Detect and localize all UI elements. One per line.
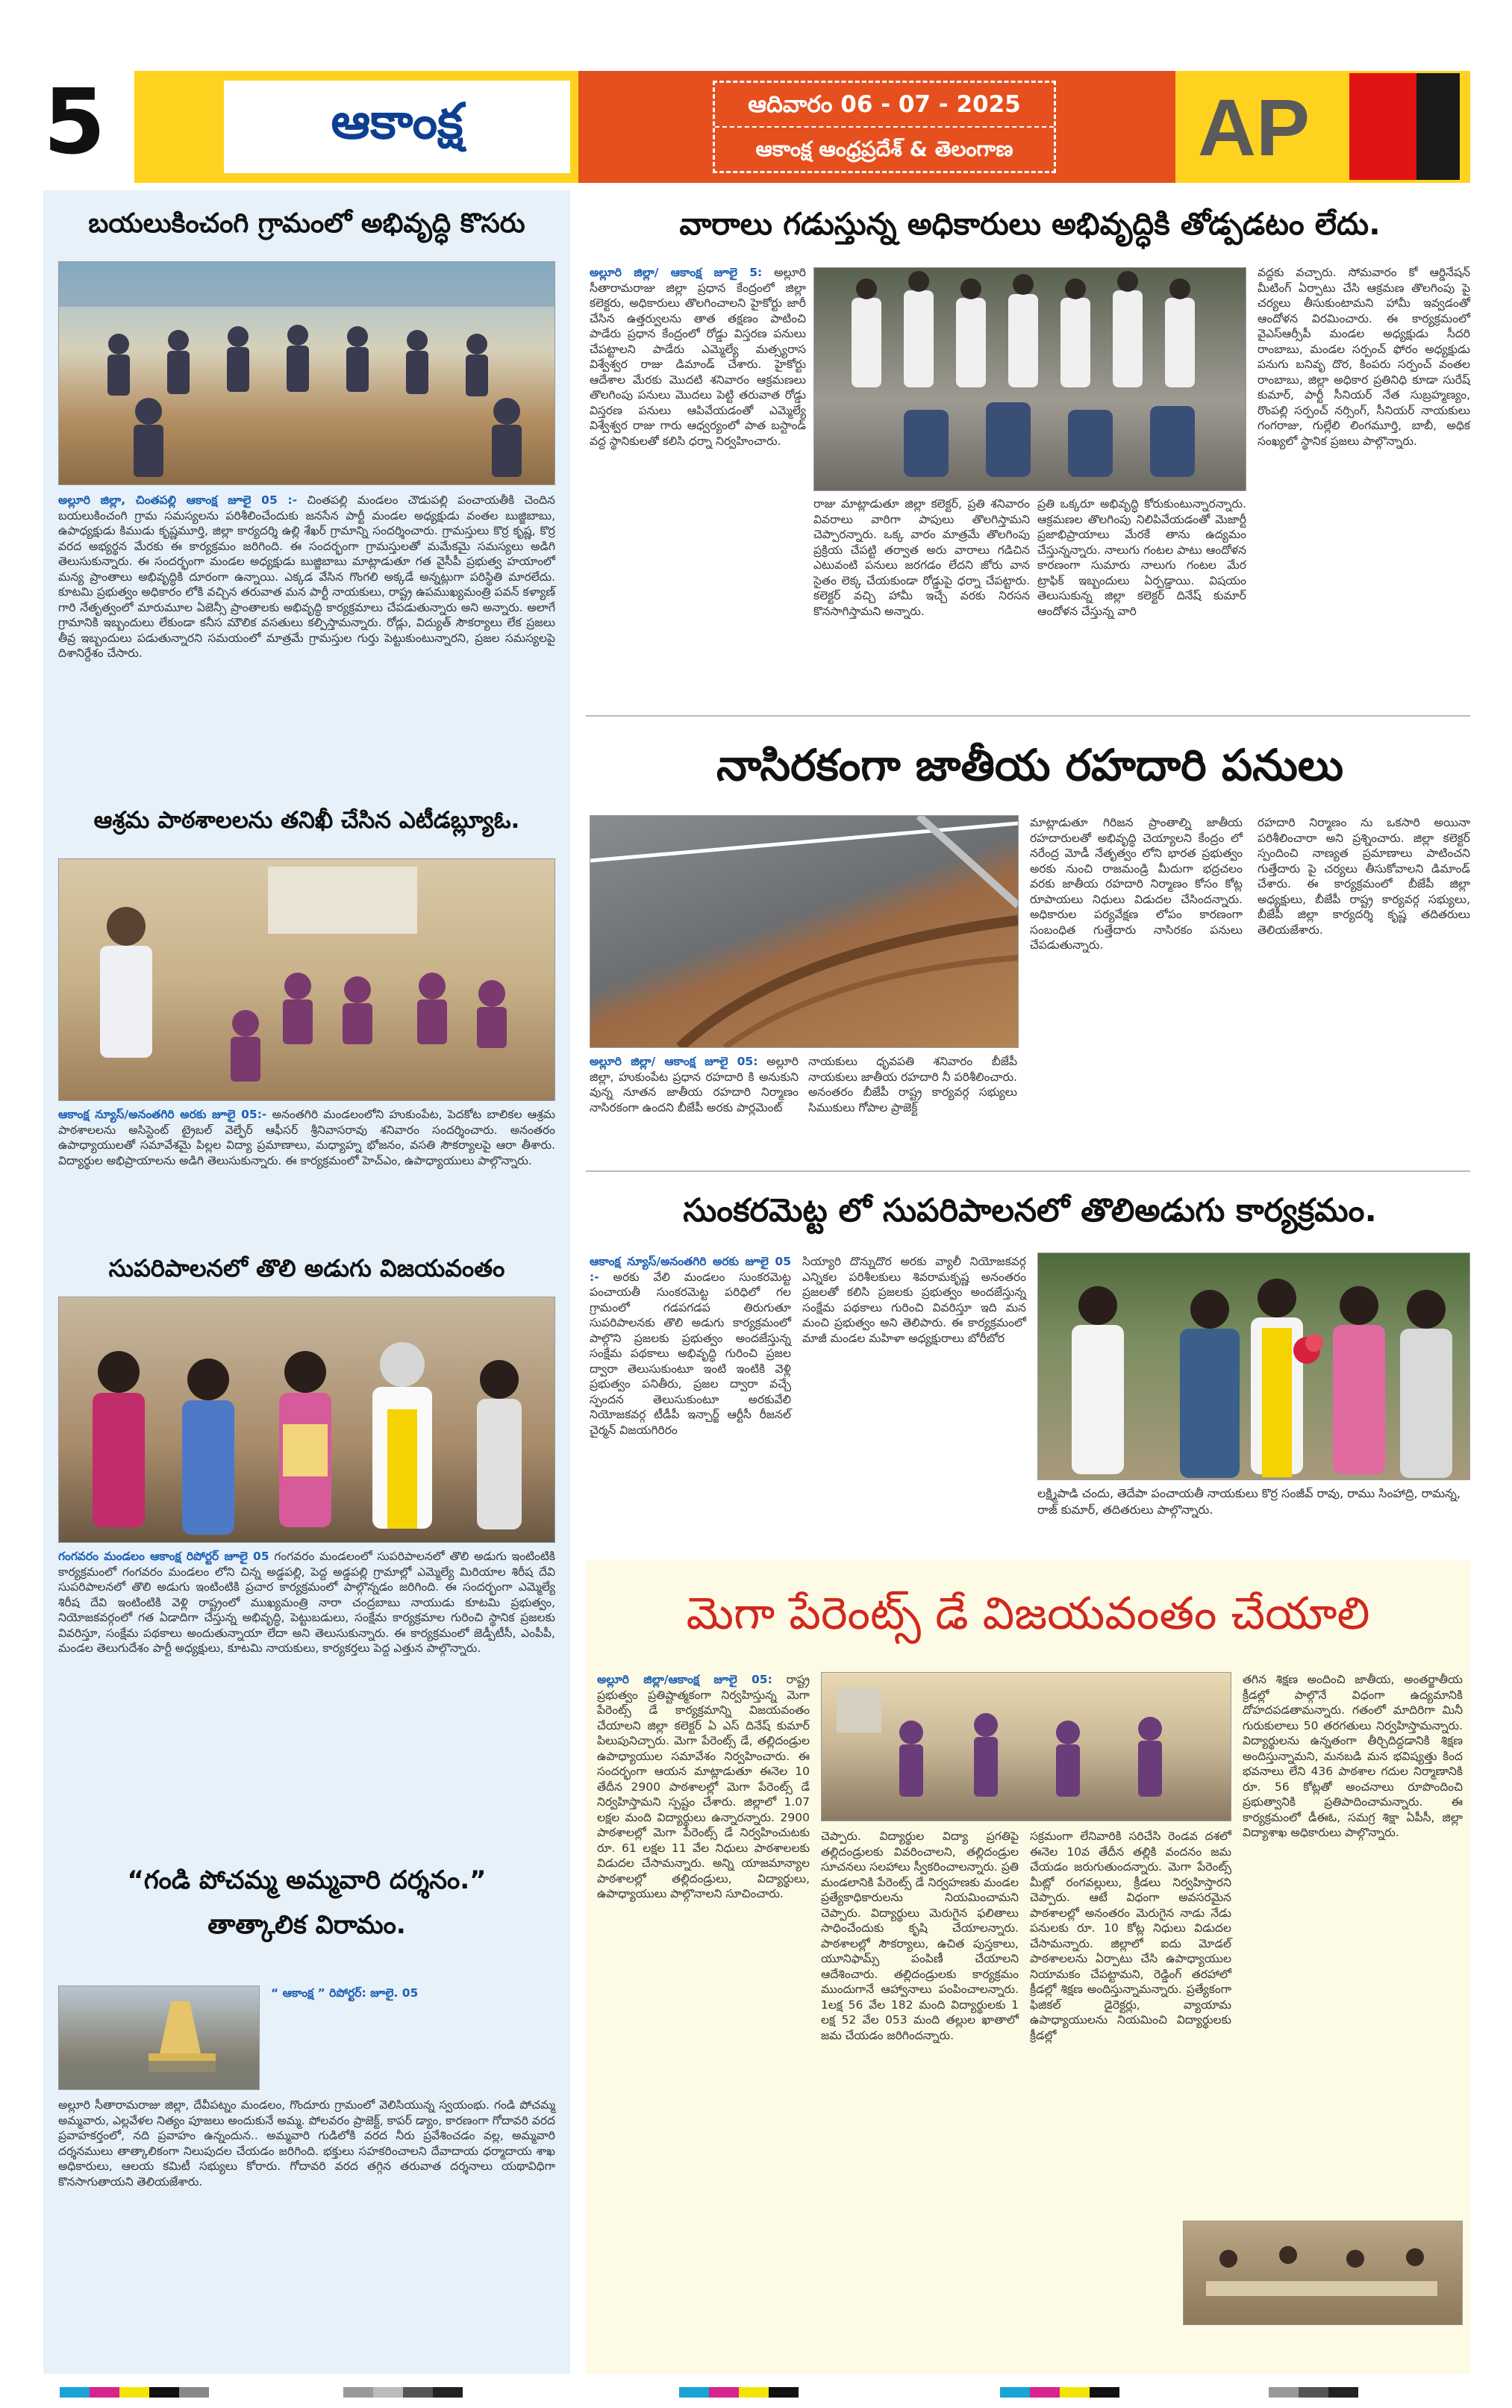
article-b1-col1 (590, 265, 806, 449)
article-b3-dateline: ఆకాంక్ష న్యూస్/అనంతగిరి అరకు జూలై 05 :- (590, 1255, 791, 1284)
article-b4-photo (821, 1672, 1231, 1821)
divider-b2 (586, 1170, 1470, 1172)
article-b4-dateline: అల్లూరి జిల్లా/ఆకాంక్ష జూలై 05: (597, 1673, 772, 1686)
article-b2-dateline: అల్లూరి జిల్లా/ ఆకాంక్ష జూలై 05: (590, 1055, 758, 1068)
article-b2-col2: నాయకులు ధృవపతి శనివారం బీజేపీ నాయకులు జాతీయ రహదారి నీ పరిశీలించారు. అనంతరం బీజేపీ రాష్ట్ర కార్యవర్గ సభ్యులు సిముకులు గోపాల ప్రాజెక్ట్ (808, 1055, 1017, 1114)
article-b3-col2: సియ్యారి దొన్నుదొర అరకు వ్యాలీ నియోజకవర్గ ఎన్నికల పరిశీలకులు శివరామకృష్ణ అనంతరం ప్రజలతో కలిసి ప్రజలకు ప్రభుత్వం అందజేస్తున్న సంక్షేమ పథకాలు గురించి వివరిస్తూ ఇది మన మంచి ప్రభుత్వం అని తెలిపారు. ఈ కార్యక్రమంలో మాజీ మండల మహిళా అధ్యక్షురాలు బోరీబోర (802, 1255, 1026, 1345)
flag-red-icon (1349, 73, 1416, 180)
article-b2-headline: నాసిరకంగా జాతీయ రహదారి పనులు (716, 740, 1344, 790)
article-4-headline: “గండి పోచమ్మ అమ్మవారి దర్శనం.” (127, 1865, 487, 1895)
article-b2-photo (590, 815, 1019, 1048)
article-b3-photo (1037, 1253, 1470, 1480)
left-column (43, 190, 570, 2374)
article-b3-col1 (590, 1254, 791, 1438)
article-1-text: చింతపల్లి మండలం చౌడుపల్లి పంచాయతీకి చెందిన బయలుకించంగి గ్రామ సమస్యలను పరిశీలించేందుకు జనసేన పార్టీ మండల అధ్యక్షుడు వంతల బుజ్జిబాబు, ఉపాధ్యక్షుడు కిముడు కృష్ణమూర్తి, జిల్లా కార్యదర్శి ఉల్లి శేఖర్‌ గ్రామాన్ని సందర్శించారు. గ్రామస్తులు కొర్ర కృష్ణ, కొర్ర వరద అభ్యర్థన మేరకు ఈ కార్యక్రమం జరిగింది. ఈ సందర్భంగా గ్రామస్తులతో మమేకమై సమస్యలు అడిగి తెలుసుకున్నారు. ఈ సందర్భంగా మండల అధ్యక్షుడు బుజ్జిబాబు మాట్లాడుతూ గత వైసీపీ ప్రభుత్వ హయాంలో మన్య ప్రాంతాలు అభివృద్ధికి దూరంగా ఉన్నాయి. ఎక్కడ వేసిన గొంగలి అక్కడే అన్నట్లుగా పరిస్థితి మారలేదు. కూటమి ప్రభుత్వం అధికారం లోకి వచ్చిన తరువాత మన పార్టీ నాయకులు, రాష్ట్ర ఉపముఖ్యమంత్రి పవన్ కళ్యాణ్ గారి నేతృత్వంలో మారుమూల ఏజెన్సీ ప్రాంతాలకు అభివృద్ధి కార్యక్రమాలు చేపడుతున్నారు అని అన్నారు. అలాగే గ్రామానికి ఇబ్బందులు లేకుండా కనీస మౌలిక వసతులు కల్పిస్తామన్నారు. రోడ్లు, విద్యుత్ సౌకర్యాలు లేక ప్రజలు తీవ్ర ఇబ్బందులు పడుతున్నారని సమయంలో మాత్రమే గ్రామస్తుల గుర్తు పెట్టుకుంటున్నారని, ప్రజల సమస్యలపై దిశానిర్దేశం చేసారు. (58, 493, 555, 660)
article-b4-text-1: రాష్ట్ర ప్రభుత్వం ప్రతిష్టాత్మకంగా నిర్వహిస్తున్న మెగా పేరెంట్స్ డే కార్యక్రమాన్ని విజయవంతం చేయాలని జిల్లా కలెక్టర్ ఏ ఎస్ దినేష్ కుమార్ పిలుపునిచ్చారు. మెగా పేరెంట్స్ డే, తల్లిదండ్రుల ఉపాధ్యాయుల సమావేశం నిర్వహించారు. ఈ సందర్భంగా ఆయన మాట్లాడుతూ ఈనెల 10 తేదీన 2900 పాఠశాలల్లో మెగా పేరెంట్స్ డే నిర్వహిస్తామని స్పష్టం చేశారు. జిల్లాలో 1.07 లక్షల మంది విద్యార్థులు ఉన్నారన్నారు. 2900 పాఠశాలల్లో మెగా పేరెంట్స్ డే నిర్వహించుటకు రూ. 61 లక్షల 11 వేల నిధులు పాఠశాలలకు విడుదల చేసామన్నారు. అన్ని యాజమాన్యాల పాఠశాలల్లో తల్లిదండ్రులు, విద్యార్థులు, ఉపాధ్యాయులు పాల్గొనాలని సూచించారు. (597, 1673, 810, 1900)
article-b1-headline: వారాలు గడుస్తున్న అధికారులు అభివృద్ధికి తోడ్పడటం లేదు. (679, 206, 1381, 242)
divider-b1 (586, 715, 1470, 717)
door-to-door-campaign-icon (59, 1297, 554, 1542)
article-3-dateline: గంగవరం మండలం ఆకాంక్ష రిపోర్టర్ జూలై 05 (58, 1550, 269, 1563)
article-1-photo (58, 261, 555, 485)
people-meeting-icon (59, 262, 554, 484)
footer-registration-strip (60, 2386, 1463, 2397)
article-b3-headline: సుంకరమెట్ట లో సుపరిపాలనలో తొలిఅడుగు కార్యక్రమం. (683, 1192, 1377, 1229)
children-dining-icon (1184, 2221, 1462, 2324)
region-label: AP (1197, 82, 1310, 172)
article-b1-col3: ప్రతి ఒక్కరూ అభివృద్ధి కోరుకుంటున్నారన్నారు. ఆక్రమణల తొలగింపు నిలిపివేయడంతో మెజార్టీ ప్రజాభిప్రాయాలు మేరకే తాను ఉద్యమం చేస్తున్నన్నారు. నాలుగు గంటల పాటు ఆందోళన కారణంగా సుమారు నాలుగు గంటల మేర ట్రాఫిక్ ఇబ్బందులు ఏర్పడ్డాయి. విషయం తెలుసుకున్న జిల్లా కలెక్టర్ దినేష్ కుమార్ ఆందోళన చేస్తున్న వారి (1037, 497, 1246, 618)
article-1-body (58, 493, 555, 661)
article-2-dateline: ఆకాంక్ష న్యూస్/అనంతగిరి అరకు జూలై 05:- (58, 1108, 267, 1121)
page-number: 5 (43, 71, 106, 175)
article-b1-photo (813, 267, 1246, 491)
article-b4-col3: సక్రమంగా లేనివారికి సరిచేసి రెండవ దశలో ఈనెల 10వ తేదీన తల్లికి వందనం జమ చేయడం జరుగుతుందన్నారు. మెగా పేరెంట్స్ మీట్లో రంగవల్లులు, క్రీడలు నిర్వహిస్తారని చెప్పారు. ఆటే విధంగా అవసరమైన పాఠశాలల్లో అనంతరం మెరుగైన నాడు నేడు పనులకు రూ. 10 కోట్ల నిధులు విడుదల చేసామన్నారు. జిల్లాలో ఐదు మోడల్ పాఠశాలలను ఏర్పాటు చేసి ఉపాధ్యాయుల నియామకం చేపట్టామని, రెడ్డింగ్ తరహాలో క్రీడల్లో శిక్షణ అందిస్తున్నామన్నారు. ప్రత్యేకంగా ఫిజికల్ డైరెక్టర్లు, వ్యాయామ ఉపాధ్యాయులను నియమించి విద్యార్థులకు క్రీడల్లో (1030, 1830, 1231, 2042)
article-4-subheadline: తాత్కాలిక విరామం. (207, 1910, 406, 1940)
article-3-photo (58, 1297, 555, 1543)
article-1-dateline: అల్లూరి జిల్లా, చింతపల్లి ఆకాంక్ష జూలై 05 :- (58, 493, 298, 507)
article-b1-text-1: అల్లూరి సీతారామరాజు జిల్లా ప్రధాన కేంద్రంలో జిల్లా కలెక్టరు, అధికారులు తొలగించాలని హైకోర్టు జారీ చేసిన ఉత్తర్వులను తాత తక్షణం పాటించి పాడేరు ప్రధాన కేంద్రంలో రోడ్డు విస్తరణ పనులు చేపట్టాలని పాడేరు ఎమ్మెల్యే మత్స్యరాస విశ్వేశ్వర రాజు డిమాండ్ చేశారు. హైకోర్టు ఆదేశాల మేరకు మొదటి శనివారం ఆక్రమణలు తొలగింపు పనులు మొదలు పెట్టి తరువాత రోడ్డు విస్తరణ పనులు ఆపివేయడంతో ఎమ్మెల్యే విశ్వేశ్వర రాజు గారు ఆధ్వర్యంలో పాత బస్టాండ్ వద్ద స్థానికులతో కలిసి ధర్నా నిర్వహించారు. (590, 266, 806, 448)
article-b1-dateline: అల్లూరి జిల్లా/ ఆకాంక్ష జూలై 5: (590, 266, 763, 279)
article-b2-col4: రహదారి నిర్మాణం ను ఒకసారి అయినా పరిశీలించారా అని ప్రశ్నించారు. జిల్లా కలెక్టర్ స్పందించి నాణ్యత ప్రమాణాలు పాటించని గుత్తేదారు పై చర్యలు తీసుకోవాలని డిమాండ్ చేశారు. ఈ కార్యక్రమంలో బీజేపీ జిల్లా అధ్యక్షులు, బీజేపీ రాష్ట్ర కార్యవర్గ సభ్యులు, బీజేపీ జిల్లా కార్యదర్శి కృష్ణ తదితరులు తెలియజేశారు. (1258, 816, 1470, 937)
article-4-body: అల్లూరి సీతారామరాజు జిల్లా, దేవీపట్నం మండలం, గొందూరు గ్రామంలో వెలిసియున్న స్వయంభు. గండి పోచమ్మ అమ్మవారు, ఎల్లవేళల నిత్యం పూజలు అందుకునే అమ్మ. పోలవరం ప్రాజెక్ట్, కాపర్ డ్యాం, కారణంగా గోదావరి వరద ప్రవాహకర్తంలో, నది ప్రవాహం ఉన్నందున.. అమ్మవారి గుడిలోకి వరద నీరు ప్రవేశించడం వల్ల, అమ్మవారి దర్శనములు తాత్కాలికంగా నిలుపుదల చేయడం జరిగింది. భక్తులు సహకరించాలని దేవాదాయ ధర్మాదాయ శాఖ అధికారులు, ఆలయ కమిటీ సభ్యులు కోరారు. గోదావరి వరద తగ్గిన తరువాత దర్శనాలు యథావిధిగా కొనసాగుతాయని తెలియజేశారు. (58, 2098, 555, 2189)
article-b3-caption: లక్ష్మిపాడి చందు, తెదేపా పంచాయతీ నాయకులు కొర్ర సంజీవ్ రావు, రాము సింహాద్రి, రామన్న, రాజ్ కుమార్, తదితరులు పాల్గొన్నారు. (1037, 1486, 1461, 1517)
header-logo-panel (222, 78, 572, 175)
protest-dharna-icon (814, 268, 1246, 490)
article-b4-headline: మెగా పేరెంట్స్ డే విజయవంతం చేయాలి (686, 1588, 1370, 1640)
article-4-dateline: “ ఆకాంక్ష ” రిపోర్టర్: జూలై. 05 (271, 1986, 419, 2000)
article-b3-text-1: అరకు వేలి మండలం సుంకరమెట్ట పంచాయతీ సుంకరమెట్ట పరిధిలో గల గ్రామంలో గడపగడప తిరుగుతూ సుపరిపాలనకు తొలి అడుగు కార్యక్రమంలో పాల్గొని ప్రజలకు ప్రభుత్వం అందజేస్తున్న సంక్షేమ పథకాలు అభివృద్ధి గురించి ప్రజల ద్వారా తెలుసుకుంటూ ఇంటి ఇంటికి వెళ్లి ప్రభుత్వం పనితీరు, ప్రజల ద్వారా వచ్చే స్పందన తెలుసుకుంటూ అరకువేలి నియోజకవర్గ టీడీపీ ఇన్చార్జ్ ఆర్టీసీ రీజనల్ చైర్మన్ విజయగిరిరం (590, 1270, 791, 1437)
article-b4-col2: చెప్పారు. విద్యార్థుల విద్యా ప్రగతిపై తల్లిదండ్రులకు వివరించాలని, తల్లిదండ్రుల సూచనలు సలహాలు స్వీకరించాలన్నారు. ప్రతి మండలానికి పేరెంట్స్ డే నిర్వహణకు మండల ప్రత్యేకాధికారులను నియమించామని చెప్పారు. విద్యార్థులు మెరుగైన ఫలితాలు సాధించేందుకు కృషి చేయాలన్నారు. పాఠశాలల్లో సౌకర్యాలు, ఉచిత పుస్తకాలు, యూనిఫామ్స్ పంపిణీ చేయాలని ఆదేశించారు. తల్లిదండ్రులకు కార్యక్రమం ముందుగానే ఆహ్వానాలు పంపించాలన్నారు. 1లక్ష 56 వేల 182 మంది విద్యార్థులకు 1 లక్ష 52 వేల 053 మంది తల్లుల ఖాతాలో జమ చేయడం జరిగిందన్నారు. (821, 1830, 1019, 2042)
parents-meeting-icon (822, 1673, 1231, 1821)
header-date-box (713, 81, 1056, 173)
article-4-photo (58, 1986, 260, 2090)
flag-black-icon (1416, 73, 1460, 180)
article-2-text: అనంతగిరి మండలంలోని హుకుంపేట, పెదకోట బాలికల ఆశ్రమ పాఠశాలలను అసిస్టెంట్ ట్రైబల్ వెల్ఫేర్ ఆఫీసర్ శ్రీనివాసరావు శనివారం సందర్శించారు. అనంతరం ఉపాధ్యాయులతో సమావేశమై పిల్లల విద్యా ప్రమాణాలు, మధ్యాహ్న భోజనం, వసతి సౌకర్యాలపై ఆరా తీశారు. విద్యార్థుల అభిప్రాయాలను అడిగి తెలుసుకున్నారు. ఈ కార్యక్రమంలో హెచ్ఎం, ఉపాధ్యాయులు పాల్గొన్నారు. (58, 1108, 555, 1167)
issue-date: ఆదివారం 06 - 07 - 2025 (715, 83, 1054, 128)
damaged-highway-icon (590, 816, 1018, 1047)
article-b4-photo-2 (1183, 2221, 1463, 2325)
article-1-headline: బయలుకించంగి గ్రామంలో అభివృద్ధి కొసరు (88, 208, 525, 239)
article-3-body (58, 1549, 555, 1656)
registration-bars-icon (60, 2387, 1463, 2398)
article-4-body-top (271, 1986, 555, 2001)
article-2-photo (58, 858, 555, 1101)
classroom-inspection-icon (59, 859, 554, 1100)
article-2-headline: ఆశ్రమ పాఠశాలలను తనిఖీ చేసిన ఎటీడబ్ల్యూఓ. (93, 807, 520, 834)
article-b2-col1 (590, 1054, 799, 1115)
temple-flood-icon (59, 1986, 259, 2089)
article-b4-col1 (597, 1672, 810, 1902)
article-3-headline: సుపరిపాలనలో తొలి అడుగు విజయవంతం (108, 1254, 505, 1282)
article-b2-text-1: అల్లూరి జిల్లా, హుకుంపేట ప్రధాన రహదారి కి అనుకుని వున్న నూతన జాతీయ రహదారి నిర్మాణం నాసిరకంగా ఉందని బీజేపీ అరకు పార్లమెంట్ (590, 1055, 799, 1114)
newspaper-logo: ఆకాంక్ష (331, 92, 463, 150)
article-b4-col4: తగిన శిక్షణ అందించి జాతీయ, అంతర్జాతీయ క్రీడల్లో పాల్గొనే విధంగా ఉద్యమానికి దోహదపడతామన్నారు. గతంలో మాదిరిగా మినీ గురుకులాలు 50 తరగతులు నిర్వహిస్తామన్నారు. విద్యార్థులను ఉన్నతంగా తీర్చిదిద్దడానికి శిక్షణ అందిస్తున్నామని, మనబడి మన భవిష్యత్తు కింద భవనాలు లేని 436 పాఠశాల గదుల నిర్మాణానికి రూ. 56 కోట్లతో అంచనాలు రూపొందించి ప్రభుత్వానికి ప్రతిపాదించామన్నారు. ఈ కార్యక్రమంలో డీఈఓ, సమగ్ర శిక్షా ఏపీసీ, జిల్లా విద్యాశాఖ అధికారులు పాల్గొన్నారు. (1243, 1673, 1463, 1839)
article-b1-col2: రాజు మాట్లాడుతూ జిల్లా కలెక్టర్, ప్రతి శనివారం వివరాలు వారిగా పాపులు తొలగిస్తామని చెప్పారన్నారు. ఒక్క వారం మాత్రమే తొలగింపు ప్రక్రియ చేపట్టి తర్వాత అరు వారాలు గడిచిన ఎటువంటి పనులు జరగడం లేదని జోరు వాన సైతం లెక్క చేయకుండా రోడ్డుపై ధర్నా చేపట్టారు. కలెక్టర్ వచ్చి హామీ ఇచ్చే వరకు నిరసన కొనసాగిస్తామని అన్నారు. (813, 497, 1030, 618)
article-b1-col4: వద్దకు వచ్చారు. సోమవారం కో ఆర్డినేషన్ మీటింగ్ ఏర్పాటు చేసి ఆక్రమణ తొలగింపు పై చర్యలు తీసుకుంటామని హామీ ఇవ్వడంతో ఆందోళన విరమించారు. ఈ కార్యక్రమంలో వైఎస్ఆర్సీపీ మండల అధ్యక్షుడు సీదరి రాంబాబు, మండల సర్పంచ్ ఫోరం అధ్యక్షుడు పనుగు బనివృ దొర, కింపరు సర్పంచ్ వంతల రాంబాబు, జిల్లా అధికార ప్రతినిధి కూడా సురేష్ కుమార్, పార్టీ సీనియర్ నేత సుబ్రహ్మణ్యం, రొంపల్లి సర్పంచ్ నర్సింగ్, సీనియర్ నాయకులు గంగరాజు, గుల్లేలి లింగమూర్తి, బాబీ, అధిక సంఖ్యలో స్థానిక ప్రజలు పాల్గొన్నారు. (1258, 266, 1470, 448)
leaders-greeting-icon (1038, 1253, 1469, 1479)
article-3-text: గంగవరం మండలంలో సుపరిపాలనలో తొలి అడుగు ఇంటింటికి కార్యక్రమంలో గంగవరం మండలం లోని చిన్న అడ్డపల్లి, పెద్ద అడ్డపల్లి గ్రామాల్లో ఎమ్మెల్యే మిరియాల శిరీష దేవి సుపరిపాలనలో తొలి అడుగు ఇంటింటికి ప్రచార కార్యక్రమంలో పాల్గొన్నడం జరిగింది. ఈ సందర్భంగా ఎమ్మెల్యే శిరీష దేవి ఇంటింటికి వెళ్లి రాష్ట్రంలో ముఖ్యమంత్రి నారా చంద్రబాబు నాయుడు కూటమి ప్రభుత్వం, నియోజకవర్గంలో గత ఏడాదిగా చేస్తున్న అభివృద్ధి, పెట్టుబడులు, సంక్షేమ కార్యక్రమాల గురించి స్థానిక ప్రజలకు వివరిస్తూ, సంక్షేమ పథకాలు అందుతున్నాయా లేదా అని తెలుసుకున్నారు. ఈ కార్యక్రమంలో జెడ్పీటీసీ, ఎంపీపీ, మండల తెలుగుదేశం పార్టీ అధ్యక్షులు, కూటమి నాయకులు, కార్యకర్తలు పెద్ద ఎత్తున పాల్గొన్నారు. (58, 1550, 555, 1655)
edition-name: ఆకాంక్ష ఆంధ్రప్రదేశ్ & తెలంగాణ (755, 137, 1013, 161)
article-2-body (58, 1107, 555, 1168)
article-b2-col3: మాట్లాడుతూ గిరిజన ప్రాంతాల్ని జాతీయ రహదారులతో అభివృద్ధి చెయ్యాలని కేంద్రం లో నరేంద్ర మోడీ నేతృత్వం లోని భారత ప్రభుత్వం అరకు నుంచి రాజమండ్రి మీదుగా భద్రచలం వరకు జాతీయ రహదారి నిర్మాణం కోసం కోట్ల రూపాయలు నిధులు విడుదల చేసిందన్నారు. అధికారుల పర్యవేక్షణ లోపం కారణంగా సంబంధిత గుత్తేదారు నాసిరకం పనులు చేపడుతున్నారు. (1030, 816, 1243, 952)
